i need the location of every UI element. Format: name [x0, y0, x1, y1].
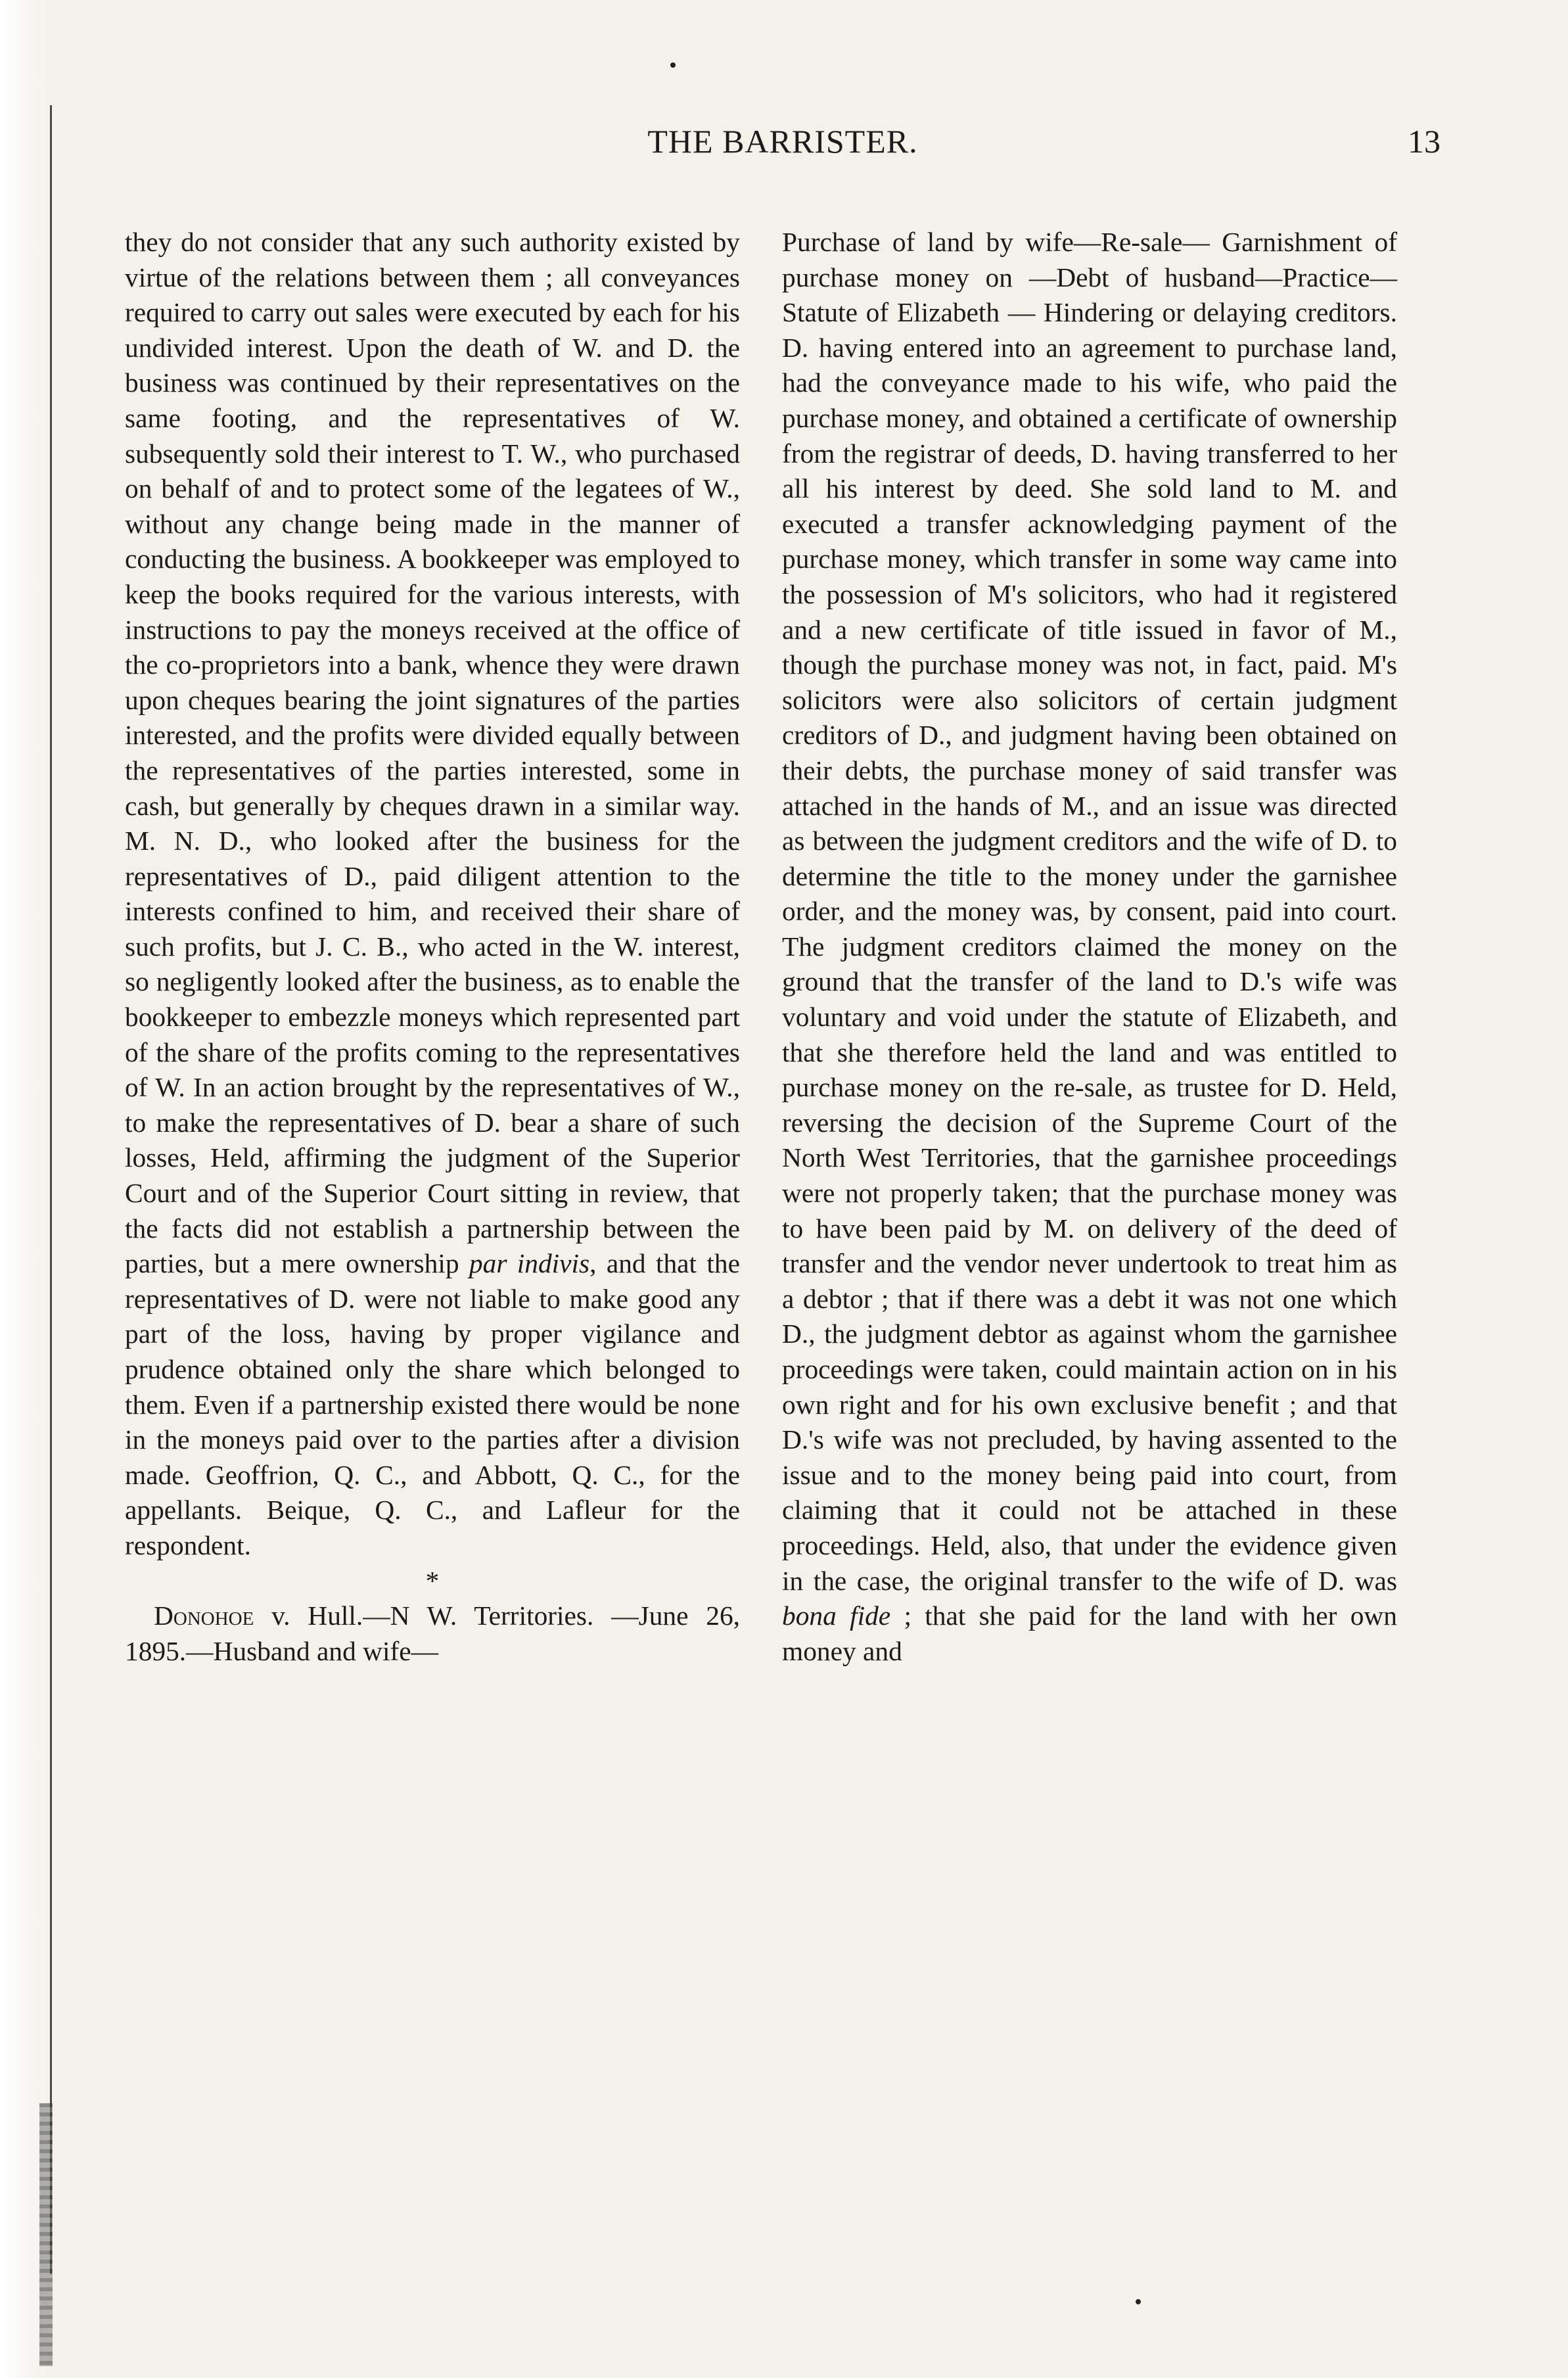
running-title: THE BARRISTER. [647, 123, 918, 160]
page-header [125, 122, 1441, 175]
right-paragraph-head: Purchase of land by wife—Re-sale— Garnishment of purchase money on —Debt of husband—Practice—Statute of Elizabeth — Hindering or delaying creditors. D. having entered into an agreement to purchase land, had the conveyance made to his wife, who paid the purchase money, and obtained a certificate of ownership from the registrar of deeds, D. having transferred to her all his interest by deed. She sold land to M. and executed a transfer acknowledging payment of the purchase money, which transfer in some way came into the possession of M's solicitors, who had it registered and a new certificate of title issued in favor of M., though the purchase money was not, in fact, paid. M's solicitors were also solicitors of certain judgment creditors of D., and judgment having been obtained on their debts, the purchase money of said transfer was attached in the hands of M., and an issue was directed as between the judgment creditors and the wife of D. to determine the title to the money under the garnishee order, and the money was, by consent, paid into court. The judgment creditors claimed the money on the ground that the transfer of the land to D.'s wife was voluntary and void under the statute of Elizabeth, and that she therefore held the land and was entitled to purchase money on the re-sale, as trustee for D. Held, reversing the decision of the Supreme Court of the North West Territories, that the garnishee proceedings were not properly taken; that the purchase money was to have been paid by M. on delivery of the deed of transfer and the vendor never undertook to treat him as a debtor ; that if there was a debt it was not one which D., the judgment debtor as against whom the garnishee proceedings were taken, could maintain action on in his own right and for his own exclusive benefit ; and that D.'s wife was not precluded, by having assented to the issue and to the money being paid into court, from claiming that it could not be attached in these proceedings. Held, also, that under the evidence given in the case, the original transfer to the wife of D. was [782, 227, 1397, 1596]
left-paragraph-main: they do not consider that any such authority existed by virtue of the relations between them ; all conveyances required to carry out sales were executed by each for his undivided interest. Upon the death of W. and D. the business was continued by their representatives on the same footing, and the representatives of W. subsequently sold their interest to T. W., who purchased on behalf of and to protect some of the legatees of W., without any change being made in the manner of conducting the business. A bookkeeper was employed to keep the books required for the various interests, with instructions to pay the moneys received at the office of the co-proprietors into a bank, whence they were drawn upon cheques bearing the joint signatures of the parties interested, and the profits were divided equally between the representatives of the parties interested, some in cash, but generally by cheques drawn in a similar way. M. N. D., who looked after the business for the representatives of D., paid diligent attention to the interests confined to him, and received their share of such profits, but J. C. B., who acted in the W. interest, so negligently looked after the business, as to enable the bookkeeper to embezzle moneys which represented part of the share of the profits coming to the representatives of W. In an action brought by the representatives of W., to make the representatives of D. bear a share of such losses, Held, affirming the judgment of the Superior Court and of the Superior Court sitting in review, that the facts did not establish a partnership between the parties, but a mere ownership [125, 227, 740, 1279]
section-separator: * [425, 1565, 440, 1596]
binding-edge-line [50, 105, 52, 2274]
right-paragraph-tail: ; that she paid for the land with her own money and [782, 1600, 1397, 1666]
case-heading-rest: v. Hull.—N W. Territories. —June 26, 1895.—Husband and wife— [125, 1600, 740, 1666]
print-speck [1136, 2299, 1141, 2304]
right-paragraph [782, 225, 1397, 1669]
left-paragraph-tail: , and that the representatives of D. were not liable to make good any part of the loss, having by proper vigilance and prudence obtained only the share which belonged to them. Even if a partnership existed there would be none in the moneys paid over to the parties after a division made. Geoffrion, Q. C., and Abbott, Q. C., for the appellants. Beique, Q. C., and Lafleur for the respondent. [125, 1248, 740, 1560]
case-name: Donohoe [154, 1600, 254, 1631]
print-speck [670, 62, 676, 68]
right-italic-phrase: bona fide [782, 1600, 891, 1631]
left-italic-phrase: par indivis [469, 1248, 590, 1279]
binding-edge-smudge [39, 2103, 53, 2366]
case-heading [125, 1598, 740, 1669]
left-paragraph [125, 225, 740, 1564]
right-column [782, 225, 1397, 1669]
left-column [125, 225, 740, 1669]
page-number: 13 [1408, 123, 1441, 160]
page-left-margin [0, 0, 51, 2378]
